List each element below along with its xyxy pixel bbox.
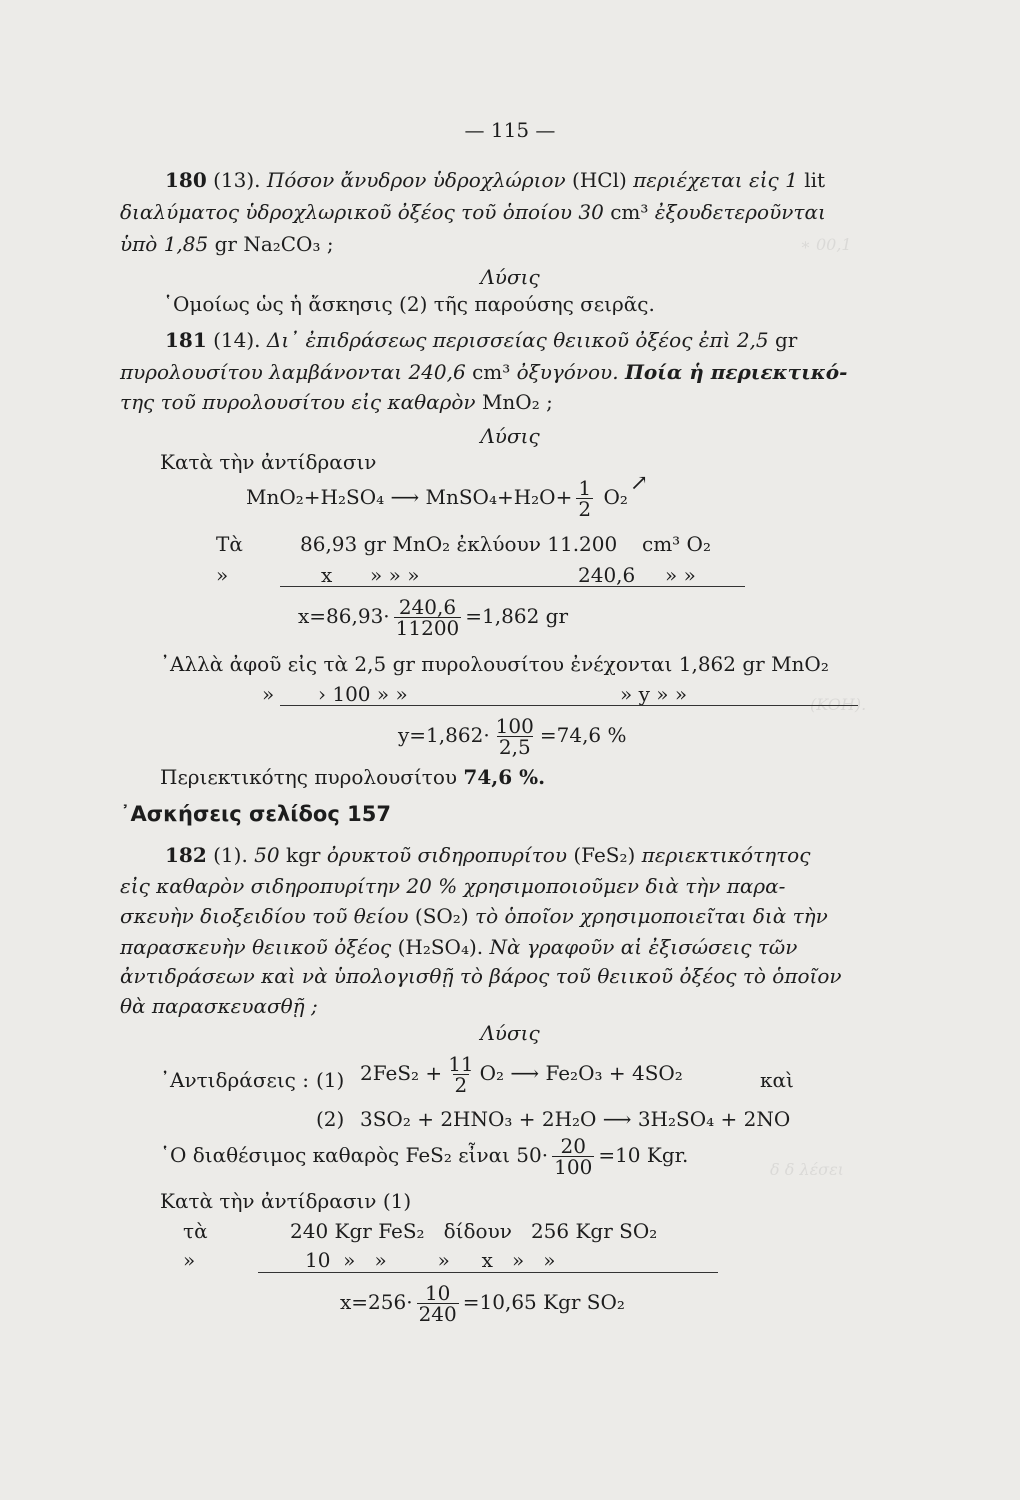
ratio-ditto: » y » » [620, 682, 688, 706]
problem-180-line-1 [165, 167, 825, 193]
gas-arrow-icon: ↗ [629, 471, 649, 496]
unit: lit [804, 168, 826, 192]
reaction-1 [360, 1054, 683, 1095]
problem-180-line-2 [120, 199, 826, 225]
problem-182-line-3 [120, 903, 828, 929]
fraction-denominator: 100 [554, 1155, 593, 1179]
according-line: Κατὰ τὴν ἀντίδρασιν (1) [160, 1189, 412, 1213]
formula: (HCl) [572, 168, 627, 192]
formula: MnO₂ ; [481, 390, 553, 414]
problem-182-line-2 [120, 873, 785, 899]
calc-lhs: x=86,93· [298, 604, 390, 628]
ratio-ditto: » » [665, 563, 696, 587]
available-fes2 [160, 1136, 688, 1177]
fraction-numerator: 100 [495, 714, 534, 738]
amount: 20 % [406, 874, 458, 898]
problem-ref: (1). [213, 843, 248, 867]
solution-title: Λύσις [480, 424, 540, 448]
problem-181-line-3 [120, 389, 553, 415]
unit: cm³ [472, 360, 511, 384]
formula: (SO₂) [414, 904, 469, 928]
ratio-label: » [262, 682, 275, 706]
page-number: — 115 — [464, 118, 556, 142]
problem-182-line-4 [120, 934, 797, 960]
unit: kgr [285, 843, 321, 867]
bleed-through-text: ∗ 00,1 [800, 235, 852, 254]
unit: gr Na₂CO₃ ; [214, 232, 334, 256]
fraction [552, 1136, 594, 1177]
question-text: της τοῦ πυρολουσίτου εἰς καθαρὸν [120, 390, 476, 414]
calc-rhs: =74,6 % [539, 723, 627, 747]
problem-181-line-1 [165, 327, 797, 353]
ratio-row-1: 240 Kgr FeS₂ δίδουν 256 Kgr SO₂ [290, 1219, 658, 1243]
question-text: ἐξουδετεροῦνται [654, 200, 826, 224]
calculation-y [398, 716, 627, 757]
calc-lhs: x=256· [340, 1290, 413, 1314]
ratio-label: » [216, 563, 229, 587]
ratio-unknown: x [321, 563, 333, 587]
according-line: Κατὰ τὴν ἀντίδρασιν [160, 450, 377, 474]
fraction-numerator: 10 [424, 1281, 451, 1305]
question-text: περιέχεται εἰς [633, 168, 779, 192]
unit: gr [775, 328, 798, 352]
fraction-numerator: 1 [578, 476, 592, 500]
content-result [160, 764, 545, 790]
formula: (H₂SO₄). [397, 935, 484, 959]
but-line: ᾽Αλλὰ ἀφοῦ εἰς τὰ 2,5 gr πυρολουσίτου ἐνέχονται 1,862 gr MnO₂ [160, 652, 829, 676]
bleed-through-text: δ δ λέσει [770, 1160, 844, 1179]
calc-rhs: =1,862 gr [465, 604, 569, 628]
fraction [394, 597, 462, 638]
reactions-label: ᾽Αντιδράσεις : [160, 1068, 309, 1092]
available-text: ῾Ο διαθέσιμος καθαρὸς FeS₂ εἶναι 50· [160, 1143, 549, 1167]
problem-ref: (14). [213, 328, 261, 352]
question-text: σκευὴν διοξειδίου τοῦ θείου [120, 904, 409, 928]
fraction [446, 1054, 475, 1095]
fraction-numerator: 240,6 [398, 595, 457, 619]
formula: (FeS₂) [573, 843, 636, 867]
question-text: Πόσον ἄνυδρον ὑδροχλώριον [266, 168, 566, 192]
fraction-denominator: 2 [578, 497, 592, 521]
calc-lhs: y=1,862· [398, 723, 490, 747]
reaction-2: 3SO₂ + 2HNO₃ + 2H₂O ⟶ 3H₂SO₄ + 2NO [360, 1107, 791, 1131]
amount: 1,85 [163, 232, 209, 256]
question-text: ὀξυγόνου. [516, 360, 619, 384]
fraction-denominator: 240 [418, 1302, 457, 1326]
bleed-through-text: (KOH). [810, 695, 867, 714]
ratio-ditto: » » » [370, 563, 420, 587]
problem-182-line-1 [165, 842, 810, 868]
question-text: εἰς καθαρὸν σιδηροπυρίτην [120, 874, 401, 898]
ratio-row-2: 10 » » » x » » [305, 1248, 556, 1272]
amount: 50 [254, 843, 280, 867]
amount: 30 [578, 200, 604, 224]
problem-number: 182 [165, 843, 207, 867]
content-label: Περιεκτικότης πυρολουσίτου [160, 765, 458, 789]
amount: 2,5 [736, 328, 769, 352]
calculation-x [298, 597, 568, 638]
fraction-denominator: 2,5 [498, 735, 531, 759]
amount: 1 [785, 168, 798, 192]
solution-title: Λύσις [480, 265, 540, 289]
question-text: Νὰ γραφοῦν αἱ ἐξισώσεις τῶν [489, 935, 798, 959]
reaction-right: O₂ ⟶ Fe₂O₃ + 4SO₂ [479, 1061, 683, 1085]
question-text: τὸ ὁποῖον χρησιμοποιεῖται διὰ τὴν [475, 904, 828, 928]
question-text: Δι᾽ ἐπιδράσεως περισσείας θειικοῦ ὀξέος ἐπὶ [266, 328, 731, 352]
ratio-row-1: 86,93 gr MnO₂ ἐκλύουν 11.200 [300, 532, 618, 556]
fraction [576, 478, 593, 519]
ratio-divider [280, 705, 858, 706]
reaction-1-number: (1) [316, 1068, 345, 1092]
problem-ref: (13). [213, 168, 261, 192]
reaction-2-number: (2) [316, 1107, 345, 1131]
ratio-row-2-value: 240,6 [578, 563, 636, 587]
unit: cm³ [610, 200, 649, 224]
problem-number: 181 [165, 328, 207, 352]
question-text: ὀρυκτοῦ σιδηροπυρίτου [326, 843, 567, 867]
reaction-left: MnO₂+H₂SO₄ ⟶ MnSO₄+H₂O+ [246, 485, 573, 509]
ratio-divider [258, 1272, 718, 1273]
question-text: ὑπὸ [120, 232, 158, 256]
calc-rhs: =10,65 Kgr SO₂ [462, 1290, 625, 1314]
ratio-label: τὰ [183, 1219, 208, 1243]
solution-text: ῾Ομοίως ὡς ἡ ἄσκησις (2) τῆς παρούσης σειρᾶς. [163, 292, 655, 316]
fraction-denominator: 2 [454, 1073, 468, 1097]
ratio-label: Τὰ [216, 532, 243, 556]
content-value: 74,6 %. [463, 765, 546, 789]
question-text: Ποία ἡ περιεκτικό- [624, 360, 848, 384]
problem-number: 180 [165, 168, 207, 192]
question-text: πυρολουσίτου λαμβάνονται [120, 360, 403, 384]
fraction [494, 716, 536, 757]
fraction [417, 1283, 459, 1324]
question-text: διαλύματος ὑδροχλωρικοῦ ὀξέος τοῦ ὁποίου [120, 200, 573, 224]
problem-180-line-3 [120, 231, 334, 257]
calculation-x [340, 1283, 625, 1324]
available-result: =10 Kgr. [598, 1143, 689, 1167]
ratio-ditto: › 100 » » [318, 682, 408, 706]
question-text: περιεκτικότητος [641, 843, 811, 867]
reaction-equation [246, 471, 649, 521]
fraction-numerator: 11 [448, 1052, 474, 1076]
amount: 240,6 [408, 360, 466, 384]
question-text: χρησιμοποιοῦμεν διὰ τὴν παρα- [463, 874, 786, 898]
fraction-numerator: 20 [560, 1134, 586, 1158]
solution-title: Λύσις [480, 1021, 540, 1045]
ratio-label: » [183, 1248, 196, 1272]
problem-182-line-5: ἀντιδράσεων καὶ νὰ ὑπολογισθῇ τὸ βάρος τοῦ θειικοῦ ὀξέος τὸ ὁποῖον [120, 964, 842, 988]
ratio-divider [280, 586, 745, 587]
reaction-left: 2FeS₂ + [360, 1061, 443, 1085]
ratio-row-1-unit: cm³ O₂ [642, 532, 711, 556]
problem-182-line-6: θὰ παρασκευασθῇ ; [120, 994, 318, 1018]
reaction-and: καὶ [760, 1068, 794, 1092]
problem-181-line-2 [120, 359, 847, 385]
question-text: παρασκευὴν θειικοῦ ὀξέος [120, 935, 392, 959]
reaction-right: O₂ [603, 485, 628, 509]
section-heading: ᾽Ασκήσεις σελίδος 157 [120, 802, 391, 826]
fraction-denominator: 11200 [395, 616, 460, 640]
